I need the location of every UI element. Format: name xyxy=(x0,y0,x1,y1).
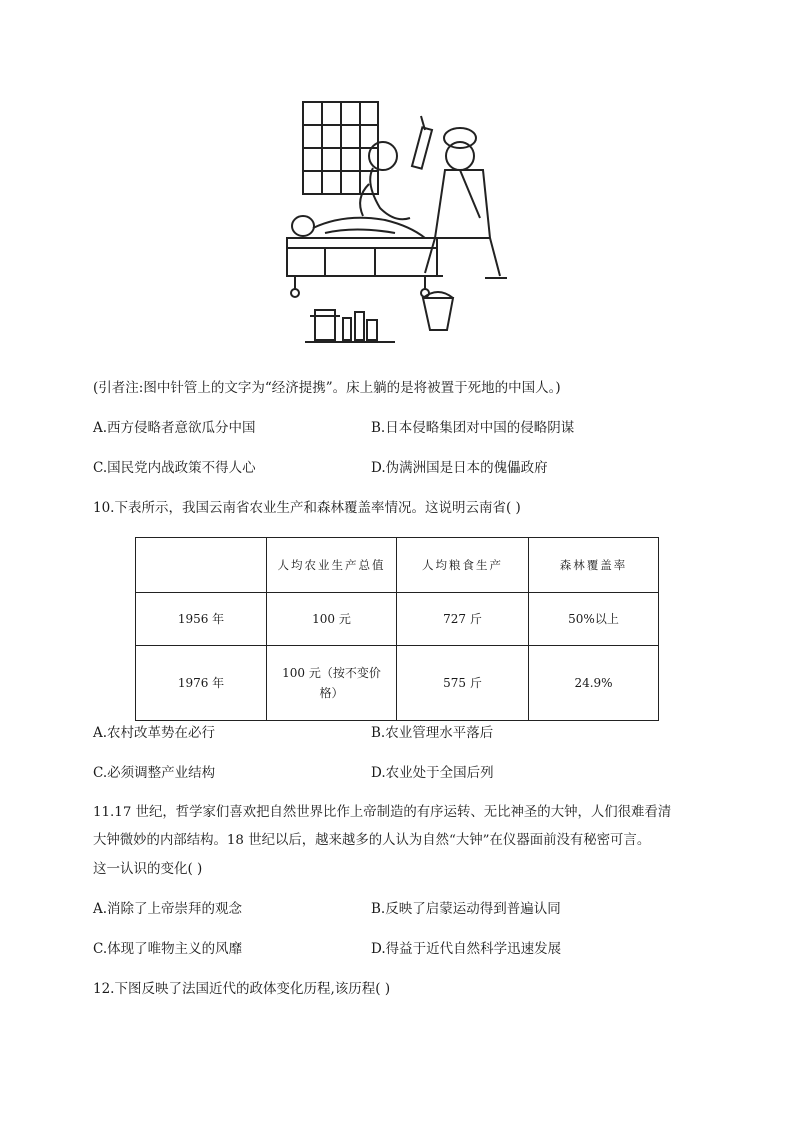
q11-option-c[interactable]: C.体现了唯物主义的风靡 xyxy=(93,941,243,957)
q9-option-a[interactable]: A.西方侵略者意欲瓜分中国 xyxy=(93,420,256,436)
table-row xyxy=(136,593,659,646)
q11-stem-line-2: 大钟微妙的内部结构。18 世纪以后，越来越多的人认为自然“大钟”在仪器面前没有秘密可言。 xyxy=(93,833,651,848)
q11-option-d[interactable]: D.得益于近代自然科学迅速发展 xyxy=(371,941,562,957)
q9-option-d[interactable]: D.伪满洲国是日本的傀儡政府 xyxy=(371,460,548,476)
q10-option-c[interactable]: C.必须调整产业结构 xyxy=(93,765,216,781)
q12-stem: 12.下图反映了法国近代的政体变化历程,该历程( ) xyxy=(93,981,391,997)
cartoon-note: (引者注:图中针管上的文字为“经济提携”。床上躺的是将被置于死地的中国人。) xyxy=(93,380,561,396)
table-header-empty xyxy=(136,538,267,593)
table-header-row xyxy=(136,538,659,593)
table-cell-grain: 575 斤 xyxy=(397,646,529,721)
table-cell-gdp: 100 元 xyxy=(267,593,397,646)
q9-option-c[interactable]: C.国民党内战政策不得人心 xyxy=(93,460,256,476)
q11-stem-line-1: 11.17 世纪，哲学家们喜欢把自然世界比作上帝制造的有序运转、无比神圣的大钟，人们很难看清 xyxy=(93,805,672,820)
table-header-forest: 森林覆盖率 xyxy=(529,538,659,593)
table-header-gdp: 人均农业生产总值 xyxy=(267,538,397,593)
q9-option-b[interactable]: B.日本侵略集团对中国的侵略阴谋 xyxy=(371,420,575,436)
table-cell-year: 1956 年 xyxy=(136,593,267,646)
table-row xyxy=(136,646,659,721)
table-cell-gdp: 100 元（按不变价格） xyxy=(267,646,397,721)
yunnan-agriculture-table xyxy=(135,537,659,721)
table-cell-grain: 727 斤 xyxy=(397,593,529,646)
q10-option-a[interactable]: A.农村改革势在必行 xyxy=(93,725,216,741)
q10-option-d[interactable]: D.农业处于全国后列 xyxy=(371,765,494,781)
political-cartoon-illustration xyxy=(285,98,525,348)
table-cell-forest: 24.9% xyxy=(529,646,659,721)
q11-stem-line-3: 这一认识的变化( ) xyxy=(93,861,203,877)
q10-option-b[interactable]: B.农业管理水平落后 xyxy=(371,725,494,741)
q11-option-a[interactable]: A.消除了上帝崇拜的观念 xyxy=(93,901,243,917)
q11-option-b[interactable]: B.反映了启蒙运动得到普遍认同 xyxy=(371,901,561,917)
q10-stem: 10.下表所示，我国云南省农业生产和森林覆盖率情况。这说明云南省( ) xyxy=(93,500,521,516)
table-header-grain: 人均粮食生产 xyxy=(397,538,529,593)
table-cell-year: 1976 年 xyxy=(136,646,267,721)
table-cell-forest: 50%以上 xyxy=(529,593,659,646)
